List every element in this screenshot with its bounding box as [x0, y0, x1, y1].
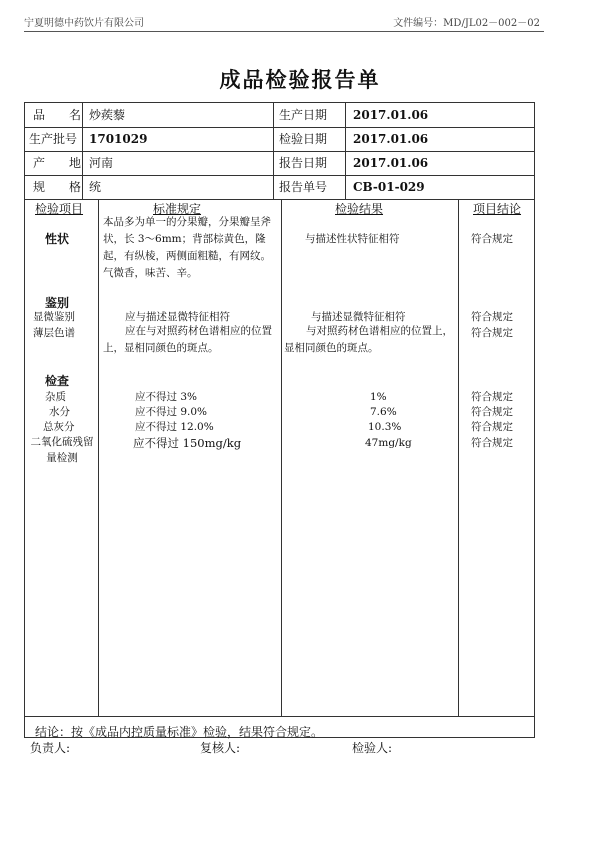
identification-conclusion: 符合规定 [471, 327, 513, 339]
inspection-conclusion: 符合规定 [471, 406, 513, 418]
character-conclusion: 符合规定 [471, 233, 513, 245]
col-divider [82, 103, 83, 199]
test-date-label: 检验日期 [279, 132, 328, 146]
row-divider [25, 175, 534, 176]
batch-value: 1701029 [89, 132, 148, 146]
batch-label: 生产批号 [29, 132, 78, 146]
document-number: 文件编号：MD/JL02－002－02 [393, 18, 540, 29]
page-title: 成品检验报告单 [219, 67, 381, 92]
inspection-result: 7.6% [370, 406, 397, 418]
inspector-signature: 检验人: [352, 741, 393, 755]
column-header-standard: 标准规定 [153, 202, 202, 216]
character-label: 性状 [45, 232, 70, 246]
inspection-item: 水分 [49, 406, 70, 418]
inspection-standard: 应不得过 12.0% [135, 421, 214, 433]
report-date-label: 报告日期 [279, 156, 328, 170]
inspection-item: 杂质 [45, 391, 66, 403]
prod-date-value: 2017.01.06 [353, 108, 429, 122]
overall-conclusion: 结论：按《成品内控质量标准》检验，结果符合规定。 [35, 725, 324, 739]
document-header [24, 14, 540, 30]
inspection-result: 10.3% [368, 421, 402, 433]
column-header-result: 检验结果 [335, 202, 384, 216]
report-no-label: 报告单号 [279, 180, 328, 194]
company-name: 宁夏明德中药饮片有限公司 [24, 18, 144, 29]
origin-label: 产 地 [33, 156, 82, 170]
inspection-standard: 应不得过 9.0% [135, 406, 208, 418]
inspection-standard: 应不得过 3% [135, 391, 197, 403]
identification-standard: 应与描述显微特征相符 [125, 311, 230, 323]
inspection-standard: 应不得过 150mg/kg [133, 436, 242, 450]
inspection-result: 1% [370, 391, 387, 403]
col-divider [273, 103, 274, 199]
spec-label: 规 格 [33, 180, 82, 194]
responsible-signature: 负责人: [30, 741, 71, 755]
identification-result: 与对照药材色谱相应的位置上，显相同颜色的斑点。 [284, 325, 453, 354]
character-result: 与描述性状特征相符 [305, 233, 400, 245]
identification-label: 鉴别 [45, 296, 70, 310]
inspection-item: 总灰分 [43, 421, 75, 433]
inspection-label: 检查 [45, 374, 70, 388]
report-date-value: 2017.01.06 [353, 156, 429, 170]
identification-standard: 应在与对照药材色谱相应的位置上，显相同颜色的斑点。 [103, 325, 272, 354]
identification-result: 与描述显微特征相符 [311, 311, 406, 323]
identification-item: 薄层色谱 [33, 327, 75, 339]
row-divider [25, 127, 534, 128]
header-divider [24, 31, 544, 32]
report-table [24, 102, 535, 738]
name-label: 品 名 [33, 108, 82, 122]
col-divider [458, 199, 459, 716]
inspection-result: 47mg/kg [365, 437, 412, 449]
identification-item: 显微鉴别 [33, 311, 75, 323]
inspection-item: 二氧化硫残留量检测 [30, 436, 94, 464]
col-divider [98, 199, 99, 716]
report-no-value: CB-01-029 [353, 180, 425, 194]
reviewer-signature: 复核人: [200, 741, 241, 755]
origin-value: 河南 [89, 156, 114, 170]
prod-date-label: 生产日期 [279, 108, 328, 122]
row-divider [25, 151, 534, 152]
col-divider [281, 199, 282, 716]
character-standard: 本品多为单一的分果瓣，分果瓣呈斧状，长 3～6mm；背部棕黄色，隆起，有纵棱，两侧面粗糙，有网纹。气微香，味苦、辛。 [103, 216, 271, 279]
inspection-conclusion: 符合规定 [471, 391, 513, 403]
inspection-conclusion: 符合规定 [471, 437, 513, 449]
name-value: 炒蒺藜 [89, 108, 126, 122]
test-date-value: 2017.01.06 [353, 132, 429, 146]
identification-conclusion: 符合规定 [471, 311, 513, 323]
column-header-item: 检验项目 [35, 202, 84, 216]
inspection-conclusion: 符合规定 [471, 421, 513, 433]
row-divider [25, 716, 534, 717]
spec-value: 统 [89, 180, 102, 194]
col-divider [345, 103, 346, 199]
column-header-conclusion: 项目结论 [473, 202, 522, 216]
